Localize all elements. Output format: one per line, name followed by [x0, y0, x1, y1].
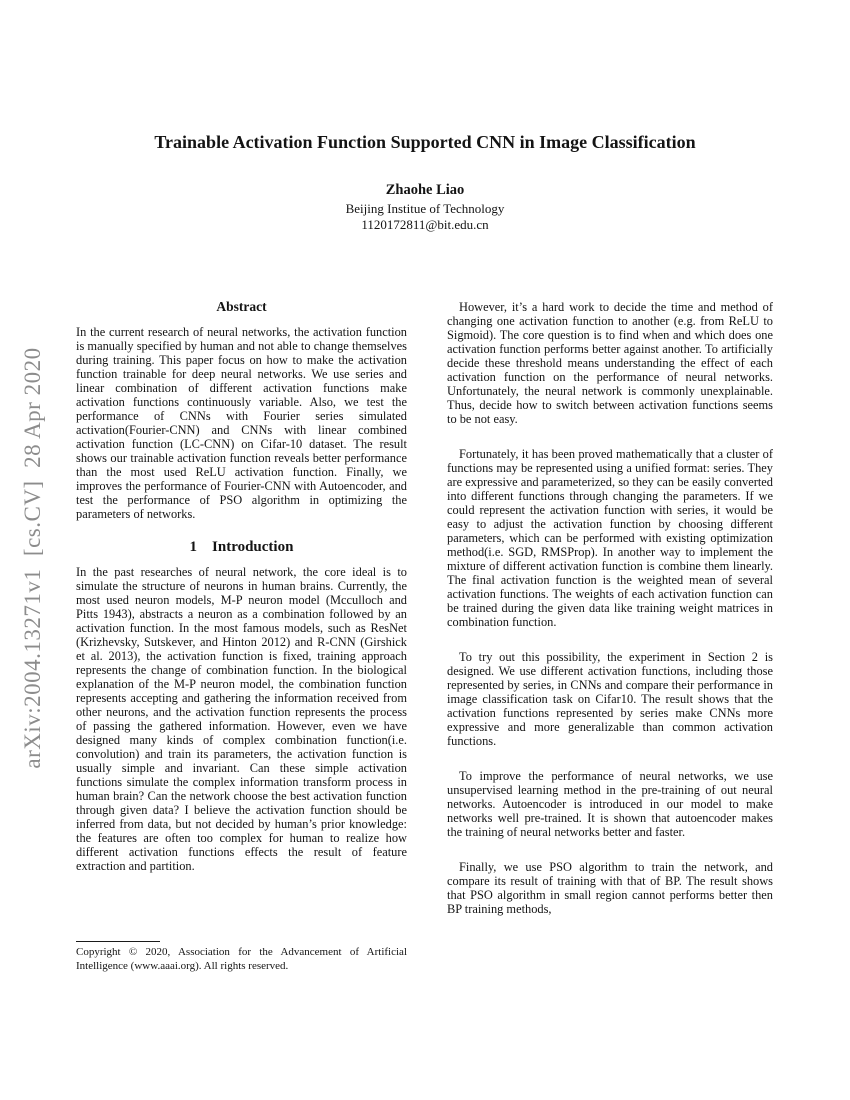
section-title: Introduction	[212, 539, 294, 555]
left-column	[76, 299, 407, 873]
footnote-rule	[76, 941, 160, 942]
author-affiliation: Beijing Institue of Technology	[345, 201, 505, 216]
section-number: 1	[189, 539, 198, 555]
abstract-heading: Abstract	[216, 299, 267, 314]
body-paragraph-however: However, it’s a hard work to decide the time and method of changing one activation function to another (e.g. from ReLU to Sigmoid). The core question is to find when and which does one activation function performs better against another. To artificially decide these threshold means understanding the effect of each activation function on the performance of neural networks. Unfortunately, the neural network is commonly unexplainable. Thus, decide how to switch between activation functions seems to be not easy.	[447, 300, 773, 426]
paper-header	[0, 131, 850, 232]
paper-title: Trainable Activation Function Supported CNN in Image Classification	[154, 132, 696, 152]
body-paragraph-try-out: To try out this possibility, the experiment in Section 2 is designed. We use different activation functions, including those represented by series, in CNNs and compare their performance in image classification task on Cifar10. The result shows that the activation functions represented by series make CNNs more expressive and more generalizable than common activation functions.	[447, 650, 773, 748]
arxiv-watermark: arXiv:2004.13271v1 [cs.CV] 28 Apr 2020	[20, 347, 45, 769]
right-column	[447, 300, 773, 937]
section-heading-introduction	[76, 539, 407, 556]
copyright-footnote	[76, 941, 407, 973]
introduction-paragraph: In the past researches of neural network, the core ideal is to simulate the structure of neurons in human brains. Currently, the most used neuron models, M-P neuron model (Mcculloch and Pitts 1943), abstracts a neuron as a combination followed by an activation function. In the most famous models, such as ResNet (Krizhevsky, Sutskever, and Hinton 2012) and R-CNN (Girshick et al. 2013), the activation function is fixed, training approach represents the change of combination function. In the biological explanation of the M-P neuron model, the combination function represents accepting and gathering the information received from other neurons, and the activation function represents the process of passing the gathered information. However, even we have designed many kinds of complex combination function(i.e. convolution) and train its parameters, the activation function is usually simple and invariant. Can these simple activation functions simulate the complex information transform process in human brain? Can the network choose the best activation function through given data? I believe the activation function should be inferred from data, but not decided by human’s prior knowledge: the features are often too complex for human to realize how different activation functions effects the result of feature extraction and partition.	[76, 565, 407, 873]
abstract-text: In the current research of neural networks, the activation function is manually specified by human and not able to change themselves during training. This paper focus on how to make the activation function trainable for deep neural networks. We use series and linear combination of different activation functions make activation functions continuously variable. Also, we test the performance of CNNs with Fourier series simulated activation(Fourier-CNN) and CNNs with linear combined activation function (LC-CNN) on Cifar-10 dataset. The result shows our trainable activation function reveals better performance than the most used ReLU activation function. Finally, we improves the performance of Fourier-CNN with Autoencoder, and test the performance of PSO algorithm in optimizing the parameters of networks.	[76, 325, 407, 521]
copyright-text: Copyright © 2020, Association for the Advancement of Artificial Intelligence (www.aaai.org). All rights reserved.	[76, 946, 407, 972]
author-email: 1120172811@bit.edu.cn	[361, 217, 489, 232]
body-paragraph-finally: Finally, we use PSO algorithm to train the network, and compare its result of training with that of BP. The result shows that PSO algorithm in small region cannot performs better then BP training methods,	[447, 860, 773, 916]
author-name: Zhaohe Liao	[385, 182, 465, 198]
body-paragraph-fortunately: Fortunately, it has been proved mathematically that a cluster of functions may be represented using a unified format: series. They are expressive and parameterized, so they can be easily converted into different functions through changing the parameters. If we could represent the activation function with series, it would be easy to adjust the activation function by choosing different parameters, which can be performed with existing optimization method(i.e. SGD, RMSProp). In another way to implement the mixture of different activation function is combine them linearly. The final activation function is the weighted mean of several activation functions. The weights of each activation function can be trained during the given data like training weight matrices in combination function.	[447, 447, 773, 629]
body-paragraph-improve: To improve the performance of neural networks, we use unsupervised learning method in the pre-training of out neural networks. Autoencoder is introduced in our model to make networks well pre-trained. It is shown that autoencoder makes the training of neural networks better and faster.	[447, 769, 773, 839]
